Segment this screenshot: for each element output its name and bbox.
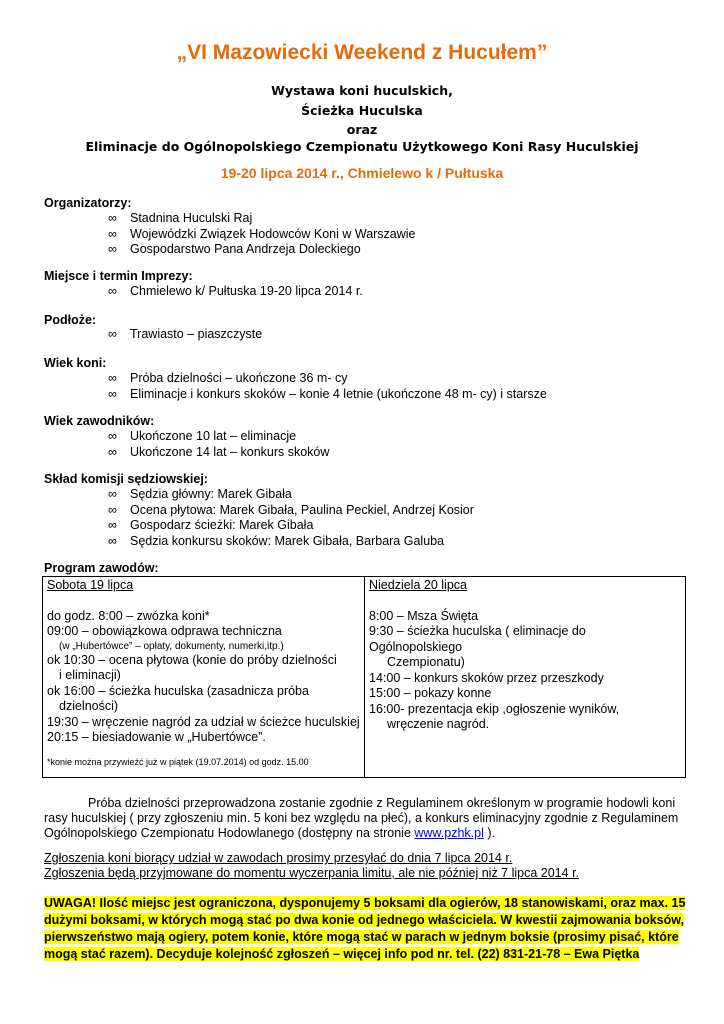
infinity-bullet-icon: ∞ <box>108 327 117 341</box>
list-item: ∞ Gospodarz ścieżki: Marek Gibała <box>108 518 314 532</box>
registration-limit: Zgłoszenia będą przyjmowane do momentu wyczerpania limitu, ale nie później niż 7 lipca 2014 r. <box>44 866 580 880</box>
list-item: ∞ Wojewódzki Związek Hodowców Koni w Warszawie <box>108 226 416 241</box>
infinity-bullet-icon: ∞ <box>108 226 117 241</box>
list-item: ∞ Sędzia konkursu skoków: Marek Gibała, Barbara Galuba <box>108 533 445 548</box>
program-line: 16:00- prezentacja ekip ,ogłoszenie wyników, <box>369 701 620 716</box>
section-heading-program: Program zawodów: <box>44 561 159 575</box>
sunday-column <box>365 577 686 778</box>
infinity-bullet-icon: ∞ <box>108 502 117 517</box>
rider-age-list <box>108 429 329 460</box>
program-line: ok 16:00 – ścieżka huculska (zasadnicza próba <box>47 683 309 698</box>
program-line: 14:00 – konkurs skoków przez przeszkody <box>369 670 604 685</box>
list-item: ∞ Eliminacje i konkurs skoków – konie 4 letnie (ukończone 48 m- cy) i starsze <box>108 386 547 401</box>
section-heading-venue: Miejsce i termin Imprezy: <box>44 269 193 283</box>
sunday-day-label: Niedziela 20 lipca <box>369 578 467 592</box>
section-heading-surface: Podłoże: <box>44 313 97 327</box>
subtitle-exhibition: Wystawa koni huculskich, <box>271 83 453 98</box>
program-line: dzielności) <box>59 699 119 713</box>
infinity-bullet-icon: ∞ <box>108 444 117 459</box>
saturday-column <box>43 577 365 778</box>
list-item: ∞ Ukończone 14 lat – konkurs skoków <box>108 444 330 459</box>
list-item: ∞ Ukończone 10 lat – eliminacje <box>108 429 297 443</box>
program-line: 8:00 – Msza Święta <box>369 608 479 623</box>
program-line: wręczenie nagród. <box>387 717 490 731</box>
section-heading-rider-age: Wiek zawodników: <box>44 414 155 428</box>
event-date-location: 19-20 lipca 2014 r., Chmielewo k / Pułtuska <box>220 165 504 181</box>
section-heading-horse-age: Wiek koni: <box>44 356 107 370</box>
infinity-bullet-icon: ∞ <box>108 429 117 443</box>
infinity-bullet-icon: ∞ <box>108 533 117 548</box>
pzhk-link[interactable]: www.pzhk.pl <box>414 826 484 840</box>
regulation-paragraph: Próba dzielności przeprowadzona zostanie zgodnie z Regulaminem określonym w programie hodowli koni rasy huculskiej ( przy zgłoszeniu min. 5 koni bez względu na płeć), a konkurs eliminacyjny zgodnie z Regulaminem Ogólnopolskiego Czempionatu Hodowlanego (dostępny na stronie www.pzhk.pl ). <box>44 796 679 840</box>
infinity-bullet-icon: ∞ <box>108 284 117 298</box>
organizers-list <box>108 211 416 258</box>
list-item: ∞ Sędzia główny: Marek Gibała <box>108 487 292 501</box>
attention-notice: UWAGA! Ilość miejsc jest ograniczona, dysponujemy 5 boksami dla ogierów, 18 stanowiskami, oraz max. 15 dużymi boksami, w których mogą stać po dwa konie od jednego właściciela. W kwestii zajmowania boksów, pierwszeństwo mają ogiery, potem konie, które mogą stać w parach w jednym boksie (prosimy pisać, które mogą stać razem). Decyduje kolejność zgłoszeń – więcej info pod nr. tel. (22) 831-21-78 – Ewa Piętka <box>44 896 686 961</box>
infinity-bullet-icon: ∞ <box>108 518 117 532</box>
infinity-bullet-icon: ∞ <box>108 386 117 401</box>
infinity-bullet-icon: ∞ <box>108 371 117 385</box>
document-title: „VI Mazowiecki Weekend z Hucułem” <box>176 41 548 64</box>
subtitle-and: oraz <box>346 122 378 137</box>
saturday-day-label: Sobota 19 lipca <box>47 578 134 592</box>
program-line: (w „Hubertówce” – opłaty, dokumenty, numerki,itp.) <box>59 640 284 652</box>
infinity-bullet-icon: ∞ <box>108 242 117 256</box>
program-line: 9:30 – ścieżka huculska ( eliminacje do Ogólnopolskiego <box>369 624 586 654</box>
list-item: ∞ Ocena płytowa: Marek Gibała, Paulina Peckiel, Andrzej Kosior <box>108 502 474 517</box>
list-item: ∞ Chmielewo k/ Pułtuska 19-20 lipca 2014 r. <box>108 284 363 298</box>
program-line: ok 10:30 – ocena płytowa (konie do próby dzielności <box>47 652 337 667</box>
venue-list <box>108 284 363 300</box>
list-item: ∞ Stadnina Huculski Raj <box>108 211 253 225</box>
program-line: 19:30 – wręczenie nagród za udział w ścieżce huculskiej <box>47 714 360 729</box>
infinity-bullet-icon: ∞ <box>108 211 117 225</box>
program-line: Czempionatu) <box>387 655 465 669</box>
list-item: ∞ Trawiasto – piaszczyste <box>108 327 263 341</box>
section-heading-organizers: Organizatorzy: <box>44 196 132 210</box>
subtitle-eliminations: Eliminacje do Ogólnopolskiego Czempionatu Użytkowego Koni Rasy Huculskiej <box>85 139 639 154</box>
arrival-footnote: *konie można przywieźć już w piątek (19.07.2014) od godz. 15.00 <box>47 756 309 767</box>
infinity-bullet-icon: ∞ <box>108 487 117 501</box>
list-item: ∞ Gospodarstwo Pana Andrzeja Doleckiego <box>108 242 361 256</box>
registration-deadline: Zgłoszenia koni biorący udział w zawodach prosimy przesyłać do dnia 7 lipca 2014 r. <box>44 851 513 865</box>
horse-age-list <box>108 371 547 402</box>
subtitle-trail: Ścieżka Huculska <box>301 103 423 118</box>
list-item: ∞ Próba dzielności – ukończone 36 m- cy <box>108 371 348 385</box>
program-table <box>42 576 686 778</box>
judges-list <box>108 487 474 549</box>
program-line: 20:15 – biesiadowanie w „Hubertówce”. <box>47 730 266 744</box>
program-line: do godz. 8:00 – zwózka koni* <box>47 608 210 623</box>
surface-list <box>108 327 262 343</box>
program-line: 15:00 – pokazy konne <box>369 686 492 700</box>
section-heading-judges: Skład komisji sędziowskiej: <box>44 472 208 486</box>
program-line: i eliminacji) <box>59 668 121 682</box>
program-line: 09:00 – obowiązkowa odprawa techniczna <box>47 624 282 638</box>
